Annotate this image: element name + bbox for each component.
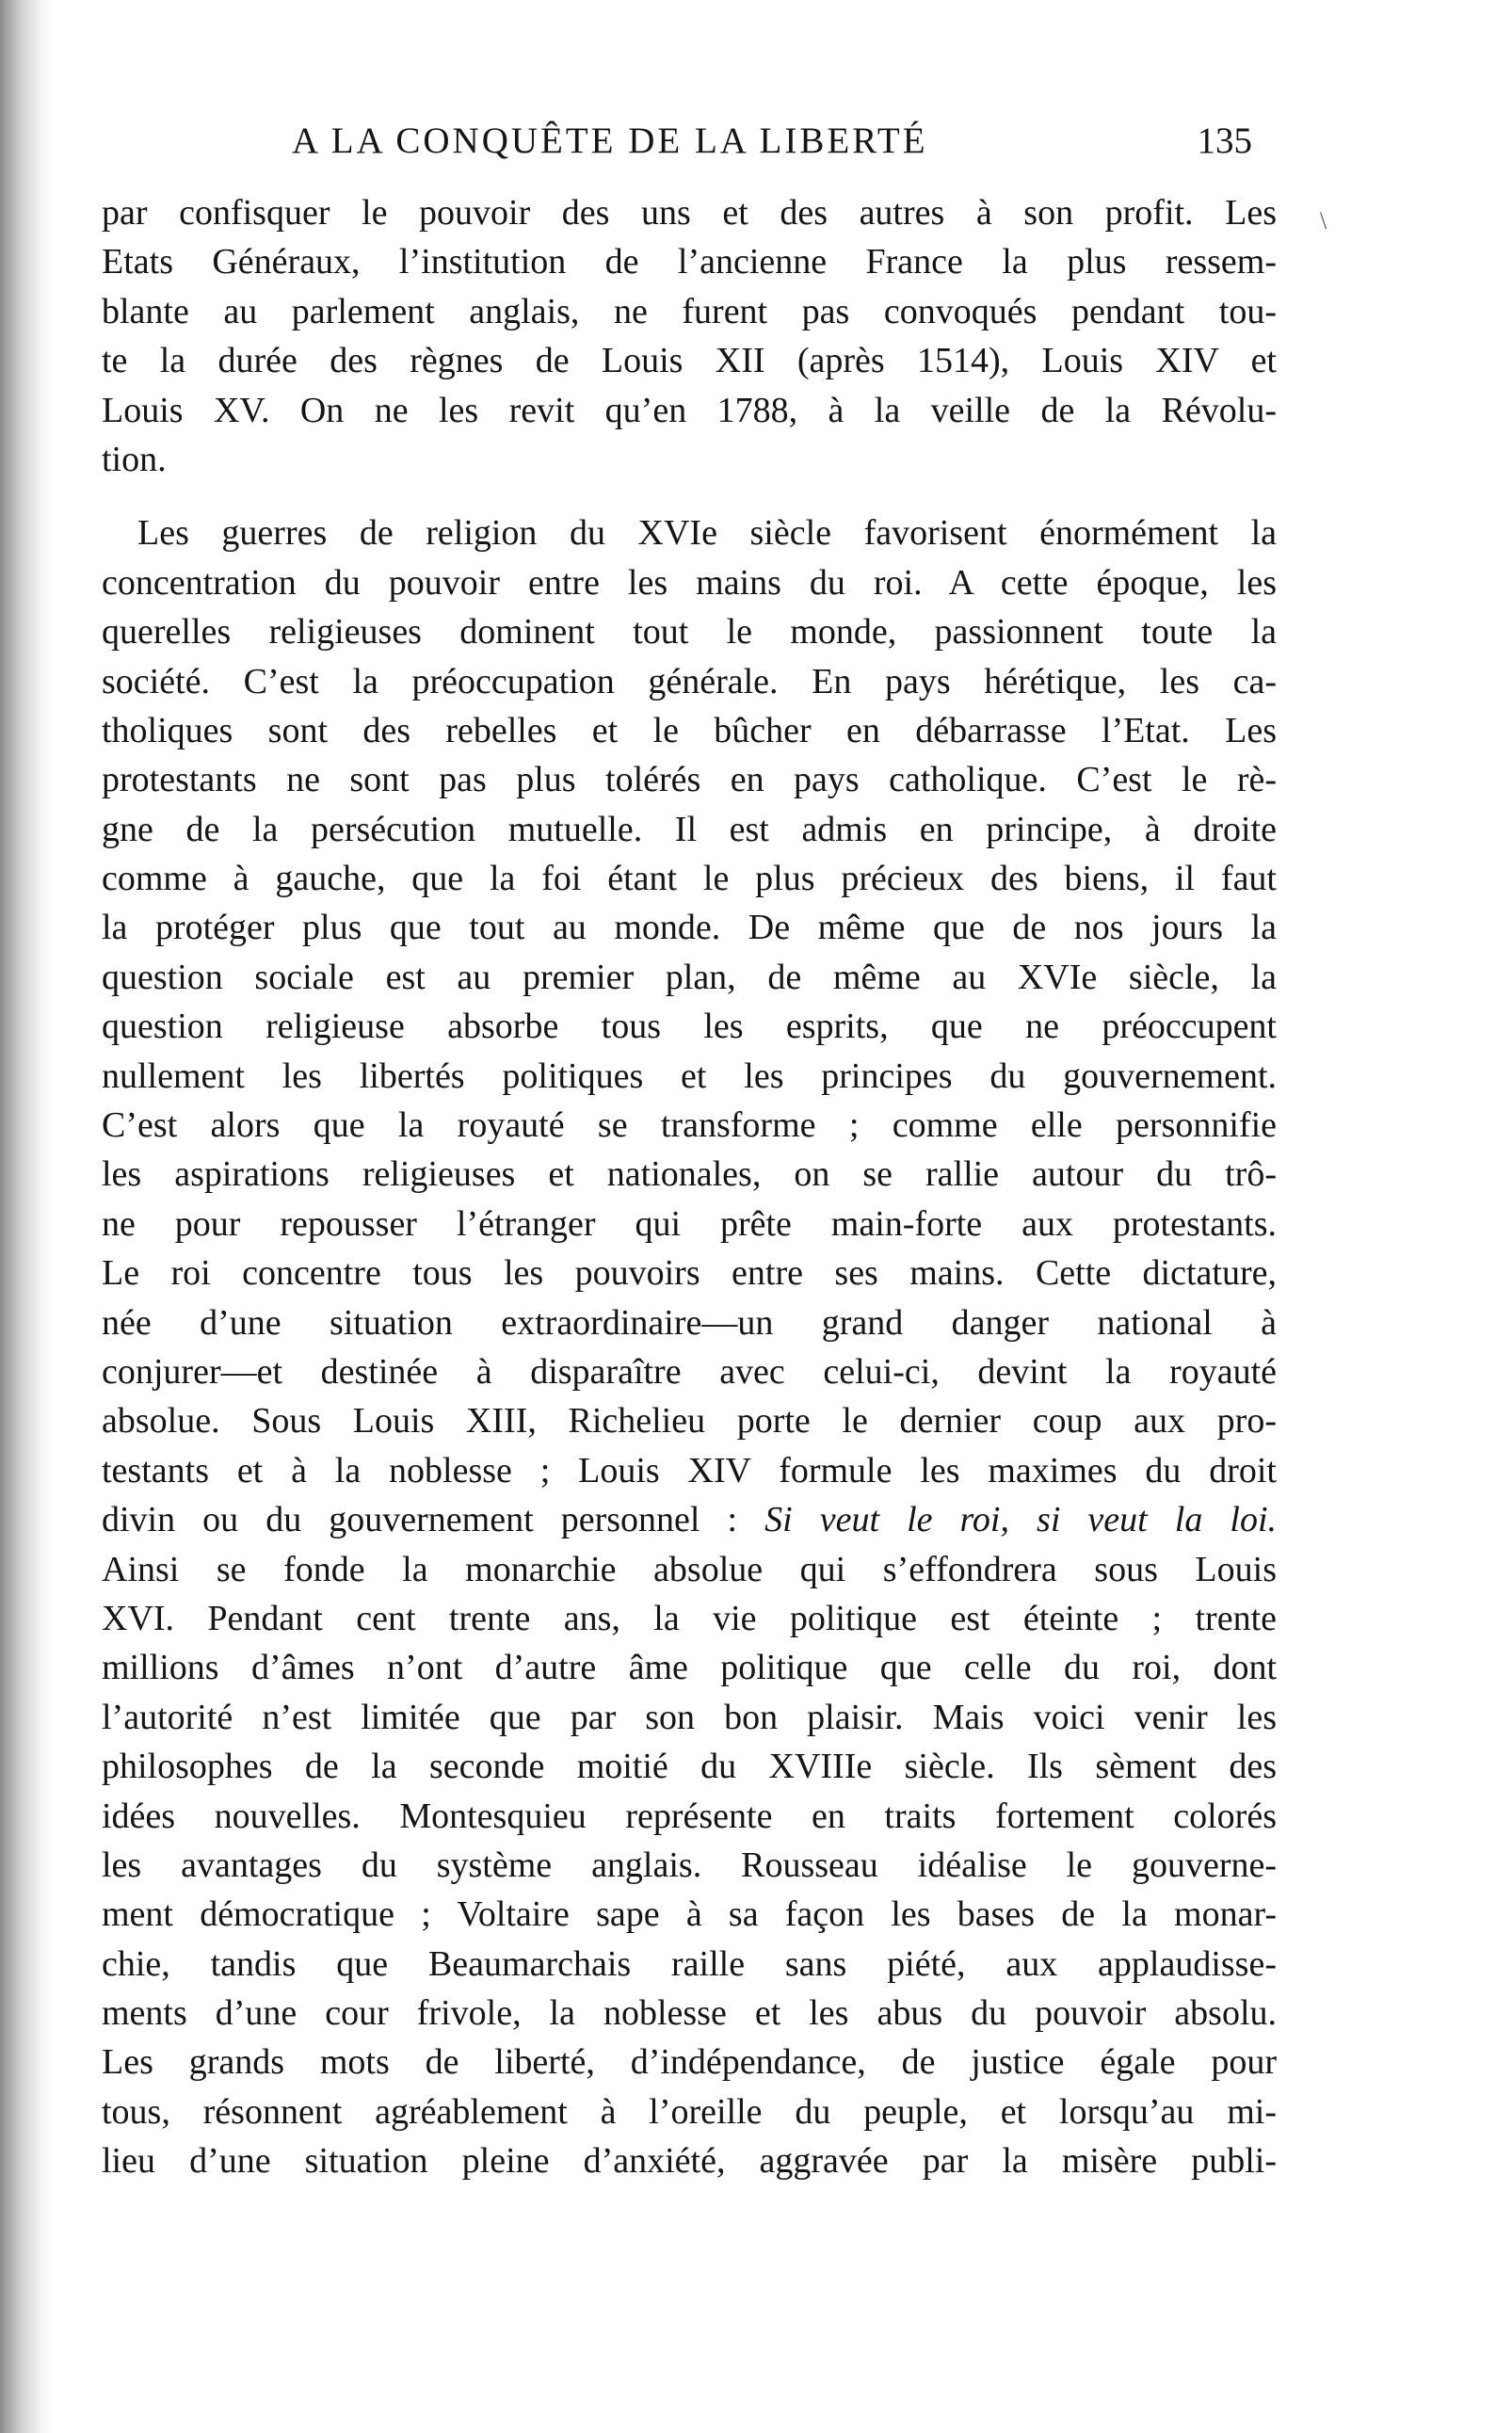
page-binding-shadow [0, 0, 55, 2433]
paragraph-gap [102, 484, 1277, 508]
text-line-with-italic [102, 1495, 1277, 1544]
text-line: lieu d’une situation pleine d’anxiété, aggravée par la misère publi- [102, 2141, 1277, 2182]
text-line: tion. [102, 439, 167, 479]
text-line: conjurer—et destinée à disparaître avec celui-ci, devint la royauté [102, 1351, 1277, 1392]
text-line: testants et à la noblesse ; Louis XIV formule les maximes du droit [102, 1450, 1277, 1490]
paragraph-1 [102, 188, 1277, 484]
text-line: par confisquer le pouvoir des uns et des autres à son profit. Les [102, 193, 1277, 233]
italic-maxim: Si veut le roi, si veut la loi. [764, 1500, 1278, 1540]
body-text [102, 188, 1277, 2186]
text-line: la protéger plus que tout au monde. De même que de nos jours la [102, 908, 1277, 948]
text-line: Les guerres de religion du XVIe siècle favorisent énormément la [137, 513, 1277, 554]
text-line: les aspirations religieuses et nationales, on se rallie autour du trô- [102, 1154, 1277, 1195]
text-line: née d’une situation extraordinaire—un grand danger national à [102, 1302, 1277, 1343]
text-line: XVI. Pendant cent trente ans, la vie politique est éteinte ; trente [102, 1598, 1277, 1638]
text-line: chie, tandis que Beaumarchais raille sans piété, aux applaudisse- [102, 1943, 1277, 1984]
text-line: question sociale est au premier plan, de même au XVIe siècle, la [102, 957, 1277, 997]
text-line: millions d’âmes n’ont d’autre âme politique que celle du roi, dont [102, 1648, 1277, 1688]
text-line: Les grands mots de liberté, d’indépendance, de justice égale pour [102, 2042, 1277, 2083]
text-line: Louis XV. On ne les revit qu’en 1788, à la veille de la Révolu- [102, 390, 1277, 430]
text-line: philosophes de la seconde moitié du XVIIIe siècle. Ils sèment des [102, 1747, 1277, 1787]
text-line: les avantages du système anglais. Rousseau idéalise le gouverne- [102, 1845, 1277, 1885]
text-segment: divin ou du gouvernement personnel : [102, 1500, 765, 1540]
text-line: l’autorité n’est limitée que par son bon plaisir. Mais voici venir les [102, 1697, 1277, 1737]
text-line: gne de la persécution mutuelle. Il est admis en principe, à droite [102, 809, 1277, 849]
text-line: te la durée des règnes de Louis XII (après 1514), Louis XIV et [102, 341, 1277, 381]
text-line: comme à gauche, que la foi étant le plus précieux des biens, il faut [102, 859, 1277, 899]
running-head [282, 113, 1252, 169]
paragraph-2 [102, 508, 1277, 2185]
text-line: ne pour repousser l’étranger qui prête main-forte aux protestants. [102, 1203, 1277, 1244]
text-line: ments d’une cour frivole, la noblesse et les abus du pouvoir absolu. [102, 1993, 1277, 2034]
text-line: question religieuse absorbe tous les esprits, que ne préoccupent [102, 1007, 1277, 1047]
text-line: tous, résonnent agréablement à l’oreille du peuple, et lorsqu’au mi- [102, 2091, 1277, 2132]
text-line: idées nouvelles. Montesquieu représente en traits fortement colorés [102, 1796, 1277, 1836]
text-line: C’est alors que la royauté se transforme ; comme elle personnifie [102, 1105, 1277, 1146]
text-line: société. C’est la préoccupation générale. En pays hérétique, les ca- [102, 661, 1277, 701]
margin-mark: \ [1320, 207, 1327, 234]
text-line: absolue. Sous Louis XIII, Richelieu porte le dernier coup aux pro- [102, 1401, 1277, 1442]
text-line: tholiques sont des rebelles et le bûcher en débarrasse l’Etat. Les [102, 710, 1277, 750]
text-line: protestants ne sont pas plus tolérés en pays catholique. C’est le rè- [102, 760, 1277, 800]
text-line: Etats Généraux, l’institution de l’ancienne France la plus ressem- [102, 242, 1277, 282]
text-line: concentration du pouvoir entre les mains du roi. A cette époque, les [102, 562, 1277, 603]
text-line: blante au parlement anglais, ne furent pas convoqués pendant tou- [102, 291, 1277, 331]
page-number: 135 [1197, 121, 1252, 161]
text-line: ment démocratique ; Voltaire sape à sa façon les bases de la monar- [102, 1894, 1277, 1935]
text-line: querelles religieuses dominent tout le monde, passionnent toute la [102, 612, 1277, 653]
text-line: Le roi concentre tous les pouvoirs entre ses mains. Cette dictature, [102, 1253, 1277, 1294]
text-line: Ainsi se fonde la monarchie absolue qui s’effondrera sous Louis [102, 1549, 1277, 1589]
text-line: nullement les libertés politiques et les principes du gouvernement. [102, 1055, 1277, 1096]
running-title: A LA CONQUÊTE DE LA LIBERTÉ [292, 121, 928, 161]
